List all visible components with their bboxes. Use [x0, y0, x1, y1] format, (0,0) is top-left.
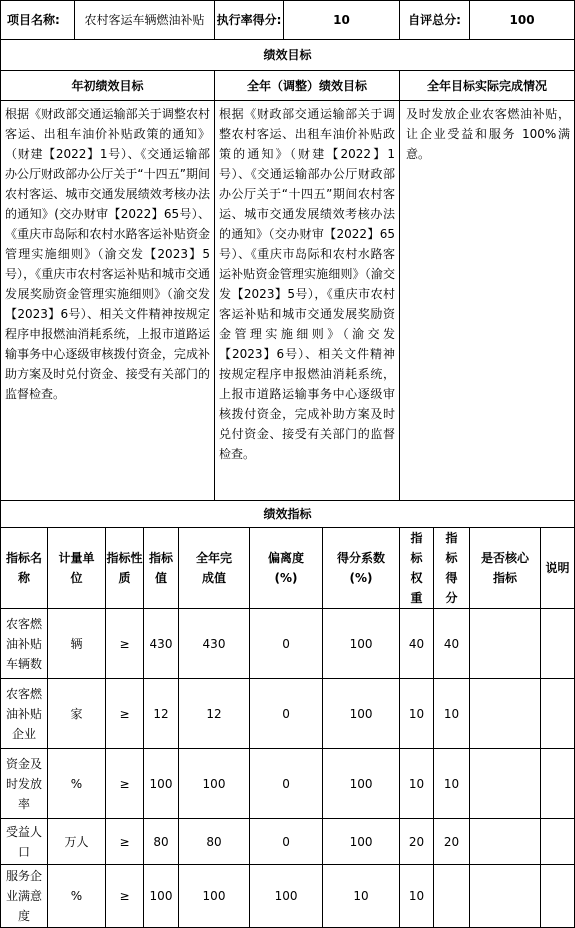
ind-cell-note: [541, 749, 575, 819]
ind-cell-coefficient: 100: [323, 749, 400, 819]
goals-section-title: 绩效目标: [1, 40, 575, 71]
ind-header-core: 是否核心指标: [470, 528, 541, 609]
goals-col-actual-title: 全年目标实际完成情况: [400, 71, 575, 101]
ind-cell-name: 服务企业满意度: [1, 865, 48, 928]
ind-cell-score: [434, 865, 470, 928]
ind-cell-score: 10: [434, 749, 470, 819]
indicators-section-title: 绩效指标: [1, 501, 575, 528]
ind-cell-score: 10: [434, 679, 470, 749]
ind-cell-note: [541, 679, 575, 749]
ind-header-score: 指标得分: [434, 528, 470, 609]
ind-cell-name: 农客燃油补贴车辆数: [1, 609, 48, 679]
ind-cell-unit: %: [48, 749, 106, 819]
table-row: [1, 865, 575, 928]
ind-cell-deviation: 100: [250, 865, 323, 928]
ind-cell-weight: 10: [400, 679, 434, 749]
ind-cell-score: 20: [434, 819, 470, 865]
ind-cell-note: [541, 865, 575, 928]
ind-cell-completed: 100: [179, 865, 250, 928]
goals-col-adjusted-title: 全年（调整）绩效目标: [215, 71, 400, 101]
ind-cell-unit: 辆: [48, 609, 106, 679]
ind-cell-score: 40: [434, 609, 470, 679]
goals-initial-text: 根据《财政部交通运输部关于调整农村客运、出租车油价补贴政策的通知》（财建【2022】1号）、《交通运输部办公厅财政部办公厅关于“十四五”期间农村客运、城市交通发展绩效考核办法的通知》(交办财审【2022】65号）、《重庆市岛际和农村水路客运补贴资金管理实施细则》（渝交发【2023】5号），《重庆市农村客运补贴和城市交通发展奖励资金管理实施细则》（渝交发【2023】6号）、相关文件精神按规定程序申报燃油消耗系统，上报市道路运输事务中心逐级审核拨付资金，完成补助方案及时兑付资金、接受有关部门的监督检查。: [1, 101, 215, 501]
execution-rate-value: 10: [284, 1, 400, 40]
ind-cell-nature: ≥: [106, 679, 144, 749]
ind-cell-completed: 100: [179, 749, 250, 819]
ind-header-nature: 指标性质: [106, 528, 144, 609]
ind-cell-unit: 家: [48, 679, 106, 749]
ind-cell-weight: 10: [400, 749, 434, 819]
execution-rate-label: 执行率得分:: [215, 1, 284, 40]
ind-cell-deviation: 0: [250, 749, 323, 819]
ind-cell-nature: ≥: [106, 609, 144, 679]
ind-cell-nature: ≥: [106, 749, 144, 819]
ind-cell-deviation: 0: [250, 609, 323, 679]
ind-cell-target: 80: [144, 819, 179, 865]
ind-cell-target: 100: [144, 749, 179, 819]
ind-cell-name: 受益人口: [1, 819, 48, 865]
ind-header-name: 指标名称: [1, 528, 48, 609]
ind-cell-deviation: 0: [250, 819, 323, 865]
self-score-value: 100: [470, 1, 575, 40]
ind-header-completed: 全年完成值: [179, 528, 250, 609]
goals-actual-text: 及时发放企业农客燃油补贴，让企业受益和服务 100%满意。: [400, 101, 575, 501]
self-score-label: 自评总分:: [400, 1, 470, 40]
ind-cell-name: 农客燃油补贴企业: [1, 679, 48, 749]
ind-cell-coefficient: 100: [323, 609, 400, 679]
ind-cell-completed: 12: [179, 679, 250, 749]
ind-header-note: 说明: [541, 528, 575, 609]
ind-cell-nature: ≥: [106, 865, 144, 928]
table-row: [1, 679, 575, 749]
ind-cell-target: 430: [144, 609, 179, 679]
ind-cell-coefficient: 10: [323, 865, 400, 928]
ind-cell-unit: %: [48, 865, 106, 928]
ind-header-unit: 计量单位: [48, 528, 106, 609]
project-name-label: 项目名称:: [1, 1, 75, 40]
table-row: [1, 609, 575, 679]
ind-cell-unit: 万人: [48, 819, 106, 865]
ind-cell-core: [470, 865, 541, 928]
table-row: [1, 819, 575, 865]
table-row: [1, 749, 575, 819]
ind-header-target: 指标值: [144, 528, 179, 609]
ind-cell-name: 资金及时发放率: [1, 749, 48, 819]
ind-cell-note: [541, 609, 575, 679]
ind-cell-weight: 20: [400, 819, 434, 865]
ind-cell-completed: 80: [179, 819, 250, 865]
ind-cell-completed: 430: [179, 609, 250, 679]
ind-cell-target: 12: [144, 679, 179, 749]
ind-header-coefficient: 得分系数(%): [323, 528, 400, 609]
ind-cell-deviation: 0: [250, 679, 323, 749]
ind-cell-note: [541, 819, 575, 865]
ind-cell-coefficient: 100: [323, 679, 400, 749]
ind-cell-coefficient: 100: [323, 819, 400, 865]
project-name-value: 农村客运车辆燃油补贴: [75, 1, 215, 40]
ind-cell-core: [470, 679, 541, 749]
ind-cell-weight: 10: [400, 865, 434, 928]
ind-cell-core: [470, 749, 541, 819]
ind-cell-core: [470, 819, 541, 865]
ind-header-deviation: 偏离度(%): [250, 528, 323, 609]
ind-cell-nature: ≥: [106, 819, 144, 865]
ind-header-weight: 指标权重: [400, 528, 434, 609]
goals-adjusted-text: 根据《财政部交通运输部关于调整农村客运、出租车油价补贴政策的通知》（财建【2022】1号）、《交通运输部办公厅财政部办公厅关于“十四五”期间农村客运、城市交通发展绩效考核办法的通知》（交办财审【2022】65号）、《重庆市岛际和农村水路客运补贴资金管理实施细则》（渝交发【2023】5号），《重庆市农村客运补贴和城市交通发展奖励资金管理实施细则》（渝交发【2023】6号）、相关文件精神按规定程序申报燃油消耗系统，上报市道路运输事务中心逐级审核拨付资金，完成补助方案及时兑付资金、接受有关部门的监督检查。: [215, 101, 400, 501]
goals-col-initial-title: 年初绩效目标: [1, 71, 215, 101]
ind-cell-target: 100: [144, 865, 179, 928]
ind-cell-core: [470, 609, 541, 679]
ind-cell-weight: 40: [400, 609, 434, 679]
